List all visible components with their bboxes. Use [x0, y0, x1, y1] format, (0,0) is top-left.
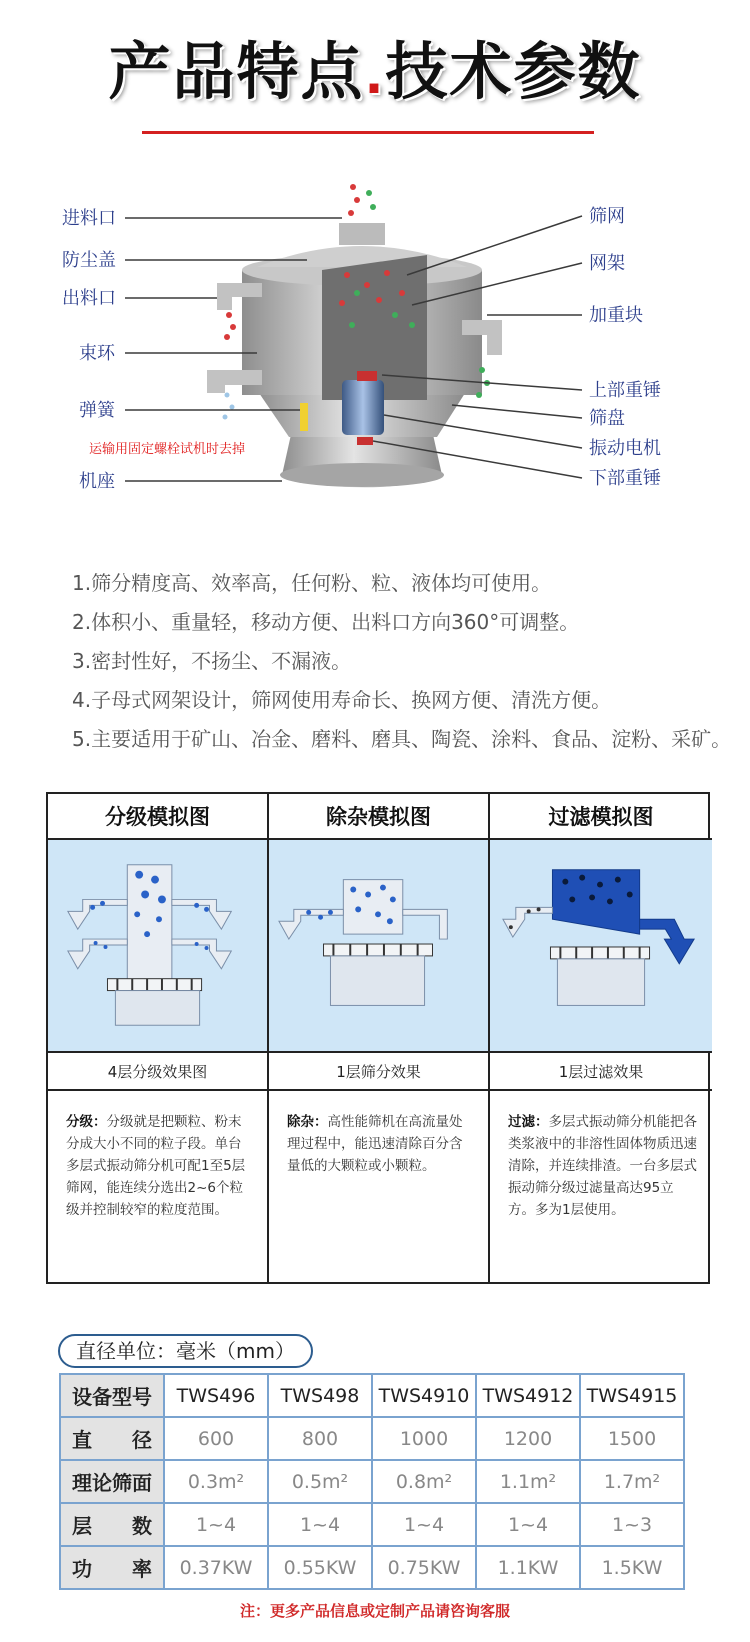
row-label: 直 径 [60, 1417, 164, 1460]
label-outlet: 出料口 [62, 288, 116, 308]
value-cell: 0.55KW [268, 1546, 372, 1589]
table-row [60, 1546, 684, 1589]
machine-diagram-svg [57, 175, 714, 542]
footer-note: 注：更多产品信息或定制产品请咨询客服 [239, 1602, 510, 1620]
grading-svg [48, 840, 267, 1051]
feature-item: 1.筛分精度高、效率高，任何粉、粒、液体均可使用。 [72, 571, 552, 595]
page-title [0, 22, 750, 111]
spring-shape [300, 403, 308, 431]
value-cell: 800 [268, 1417, 372, 1460]
model-cell: TWS496 [164, 1374, 268, 1417]
value-cell: 1.5KW [580, 1546, 684, 1589]
label-vibration-motor: 振动电机 [589, 438, 661, 458]
value-cell: 0.3m² [164, 1460, 268, 1503]
simulation-title: 分级模拟图 [48, 794, 267, 840]
label-mesh-frame: 网架 [589, 253, 625, 273]
table-row [60, 1460, 684, 1503]
row-label: 设备型号 [60, 1374, 164, 1417]
title-divider [142, 131, 594, 134]
lower-weight-shape [357, 437, 373, 445]
unit-label: 直径单位：毫米（mm） [58, 1334, 313, 1368]
impurity-svg [269, 840, 488, 1051]
labels-right [589, 206, 661, 488]
dust-cover-shape [257, 246, 467, 267]
value-cell: 1~4 [164, 1503, 268, 1546]
simulation-term: 分级： [66, 1114, 107, 1130]
simulation-caption: 1层过滤效果 [490, 1053, 712, 1091]
value-cell: 1.1KW [476, 1546, 580, 1589]
feature-list [72, 564, 740, 759]
model-cell: TWS4910 [372, 1374, 476, 1417]
label-screen-tray: 筛盘 [589, 408, 625, 428]
simulation-filtration [490, 794, 712, 1282]
simulation-description [490, 1091, 712, 1221]
feature-item: 5.主要适用于矿山、冶金、磨料、磨具、陶瓷、涂料、食品、淀粉、采矿。 [72, 727, 732, 751]
simulation-text: 分级就是把颗粒、粉末分成大小不同的粒子段。单台多层式振动筛分机可配1至5层筛网，能连续分选出2~6个粒级并控制较窄的粒度范围。 [66, 1114, 246, 1218]
impurity-illustration [269, 840, 488, 1053]
label-screen-mesh: 筛网 [589, 206, 625, 226]
particles-blue [223, 393, 235, 420]
feature-item: 2.体积小、重量轻，移动方便、出料口方向360°可调整。 [72, 610, 580, 634]
label-upper-weight: 上部重锤 [589, 380, 661, 400]
value-cell: 1.7m² [580, 1460, 684, 1503]
base-ellipse [280, 463, 444, 487]
label-spring: 弹簧 [79, 400, 115, 420]
label-ring-clamp: 束环 [79, 343, 115, 363]
upper-weight-shape [357, 371, 377, 381]
value-cell: 1~4 [476, 1503, 580, 1546]
label-dust-cover: 防尘盖 [62, 250, 116, 270]
value-cell: 1~4 [372, 1503, 476, 1546]
simulation-caption: 1层筛分效果 [269, 1053, 488, 1091]
label-lower-weight: 下部重锤 [589, 468, 661, 488]
table-row [60, 1374, 684, 1417]
value-cell: 1000 [372, 1417, 476, 1460]
spec-table [59, 1373, 685, 1590]
value-cell: 1~4 [268, 1503, 372, 1546]
motor-shape [342, 380, 384, 435]
feature-item: 3.密封性好，不扬尘、不漏液。 [72, 649, 352, 673]
simulation-title: 除杂模拟图 [269, 794, 488, 840]
label-feed-inlet: 进料口 [62, 208, 116, 228]
value-cell: 1~3 [580, 1503, 684, 1546]
title-dot: . [364, 47, 386, 105]
table-row [60, 1503, 684, 1546]
value-cell: 0.8m² [372, 1460, 476, 1503]
value-cell: 600 [164, 1417, 268, 1460]
simulation-description [48, 1091, 267, 1221]
title-left: 产品特点 [108, 35, 365, 108]
simulation-impurity-removal [269, 794, 490, 1282]
filtration-svg [490, 840, 712, 1051]
value-cell: 1500 [580, 1417, 684, 1460]
simulation-term: 除杂： [287, 1114, 328, 1130]
simulation-text: 高性能筛机在高流量处理过程中，能迅速清除百分含量低的大颗粒或小颗粒。 [287, 1114, 463, 1174]
value-cell: 0.37KW [164, 1546, 268, 1589]
row-label: 层 数 [60, 1503, 164, 1546]
simulation-term: 过滤： [508, 1114, 549, 1130]
filtration-illustration [490, 840, 712, 1053]
simulation-caption: 4层分级效果图 [48, 1053, 267, 1091]
simulation-description [269, 1091, 488, 1177]
label-base: 机座 [79, 471, 115, 491]
model-cell: TWS498 [268, 1374, 372, 1417]
value-cell: 1200 [476, 1417, 580, 1460]
simulation-grading [48, 794, 269, 1282]
value-cell: 0.5m² [268, 1460, 372, 1503]
value-cell: 0.75KW [372, 1546, 476, 1589]
inlet-shape [339, 223, 385, 245]
model-cell: TWS4912 [476, 1374, 580, 1417]
simulation-table [46, 792, 710, 1284]
row-label: 功 率 [60, 1546, 164, 1589]
model-cell: TWS4915 [580, 1374, 684, 1417]
table-row [60, 1417, 684, 1460]
transport-bolt-warning: 运输用固定螺栓试机时去掉 [89, 441, 246, 456]
feature-item: 4.子母式网架设计，筛网使用寿命长、换网方便、清洗方便。 [72, 688, 612, 712]
row-label: 理论筛面 [60, 1460, 164, 1503]
machine-diagram [57, 175, 714, 542]
label-weight-block: 加重块 [589, 305, 643, 325]
grading-illustration [48, 840, 267, 1053]
value-cell: 1.1m² [476, 1460, 580, 1503]
simulation-text: 多层式振动筛分机能把各类浆液中的非溶性固体物质迅速清除，并连续排渣。一台多层式振动筛分级过滤量高达95立方。多为1层使用。 [508, 1114, 697, 1218]
title-right: 技术参数 [385, 35, 642, 108]
simulation-title: 过滤模拟图 [490, 794, 712, 840]
